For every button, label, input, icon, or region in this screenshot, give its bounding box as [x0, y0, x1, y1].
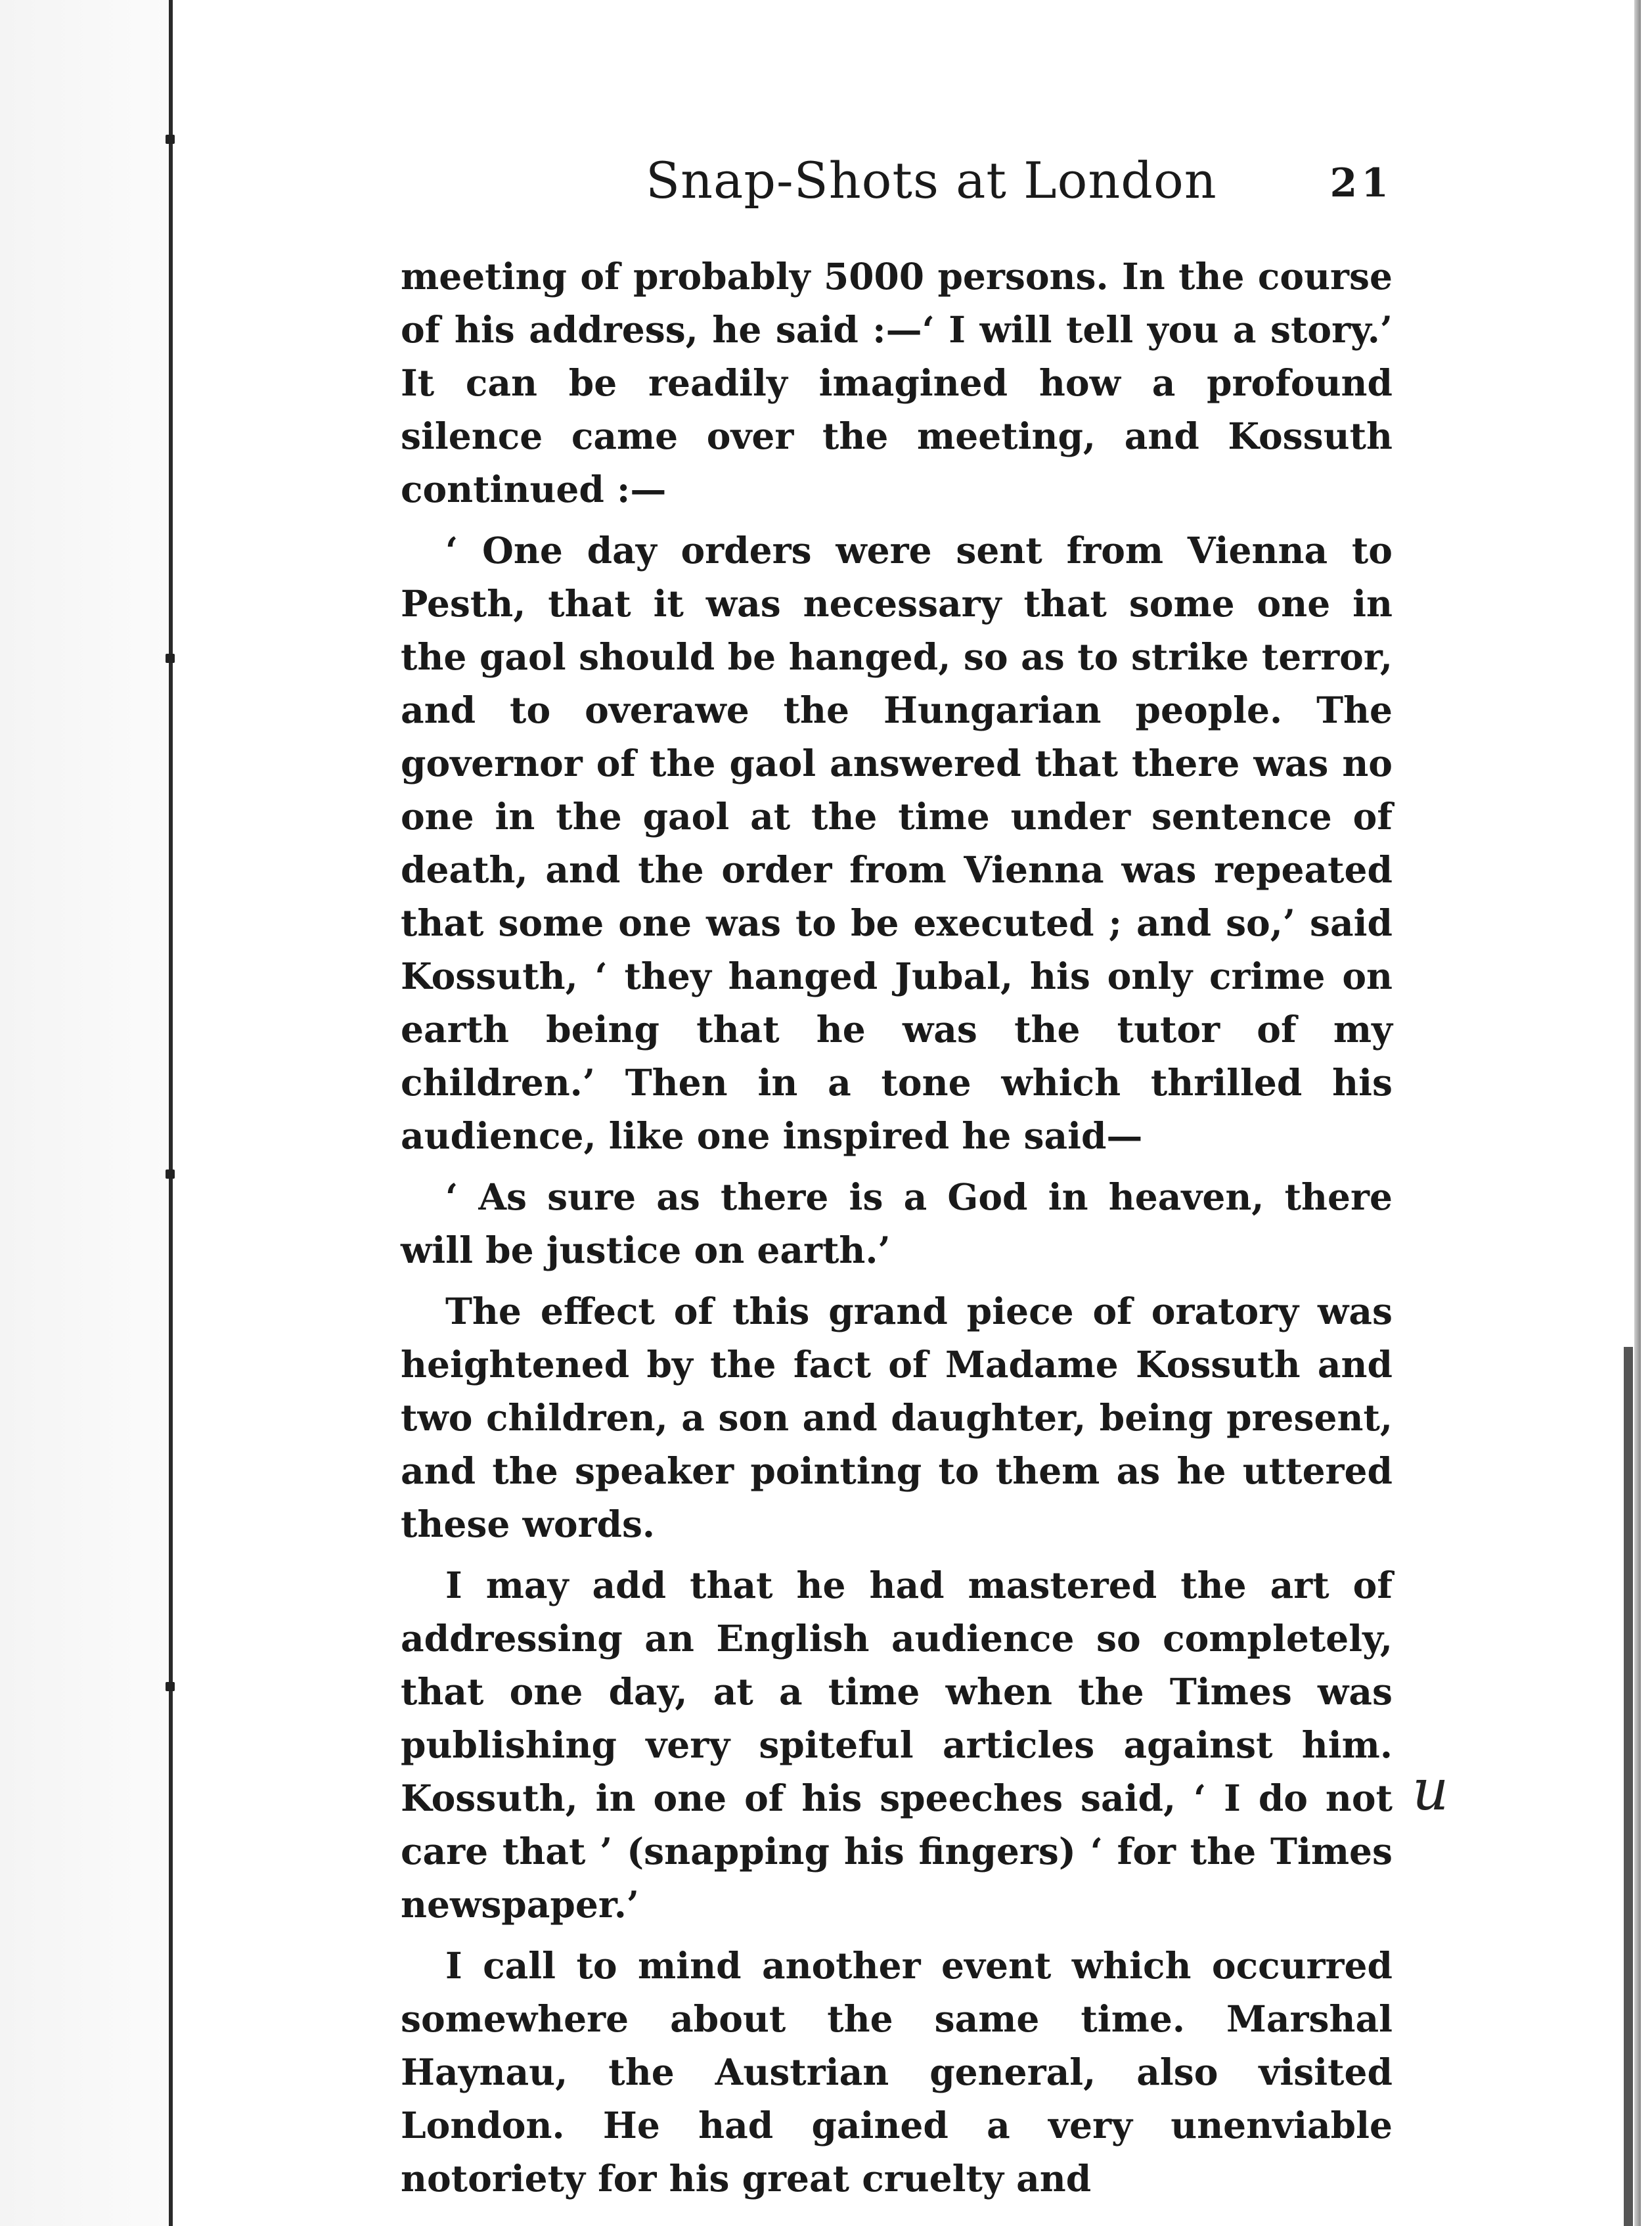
- page-header: [401, 151, 1393, 230]
- running-title: Snap-Shots at London: [646, 151, 1217, 210]
- paragraph: ‘ One day orders were sent from Vienna to Pesth, that it was necessary that some one in the gaol should be hanged, so as to strike terror, and to overawe the Hungarian people. The governor of the gaol answered that there was no one in the gaol at the time under sentence of death, and the order from Vienna was repeated that some one was to be executed ; and so,’ said Kossuth, ‘ they hanged Jubal, his only crime on earth being that he was the tutor of my children.’ Then in a tone which thrilled his audience, like one inspired he said—: [401, 529, 1393, 1157]
- binding-edge: [169, 0, 173, 2226]
- page-number: 21: [1329, 160, 1393, 206]
- paragraph: I call to mind another event which occurred somewhere about the same time. Marshal Haynau, the Austrian general, also visited London. He had gained a very unenviable notoriety for his great cruelty and: [401, 1944, 1393, 2200]
- page-edge-shadow: [1624, 1347, 1633, 2226]
- paragraph: ‘ As sure as there is a God in heaven, there will be justice on earth.’: [401, 1175, 1393, 1271]
- binding-mark: [166, 135, 175, 144]
- handwritten-correction: u: [1412, 1758, 1449, 1823]
- page-edge: [1634, 0, 1641, 2226]
- binding-mark: [166, 1170, 175, 1179]
- binding-mark: [166, 1682, 175, 1691]
- paragraph: I may add that he had mastered the art of addressing an English audience so completely, that one day, at a time when the Times was publishing very spiteful articles against him. Kossuth, in one of his speeches said, ‘ I do not care that ’ (snapping his fingers) ‘ for the Times newspaper.’: [401, 1564, 1393, 1926]
- binding-mark: [166, 654, 175, 663]
- body-text: [401, 250, 1393, 2205]
- gutter-shade: [0, 0, 169, 2226]
- book-page: [401, 151, 1393, 2205]
- paragraph: meeting of probably 5000 persons. In the course of his address, he said :—‘ I will tell you a story.’ It can be readily imagined how a profound silence came over the meeting, and Kossuth continued :—: [401, 255, 1393, 511]
- paragraph: The effect of this grand piece of oratory was heightened by the fact of Madame Kossuth and two children, a son and daughter, being present, and the speaker pointing to them as he uttered these words.: [401, 1290, 1393, 1545]
